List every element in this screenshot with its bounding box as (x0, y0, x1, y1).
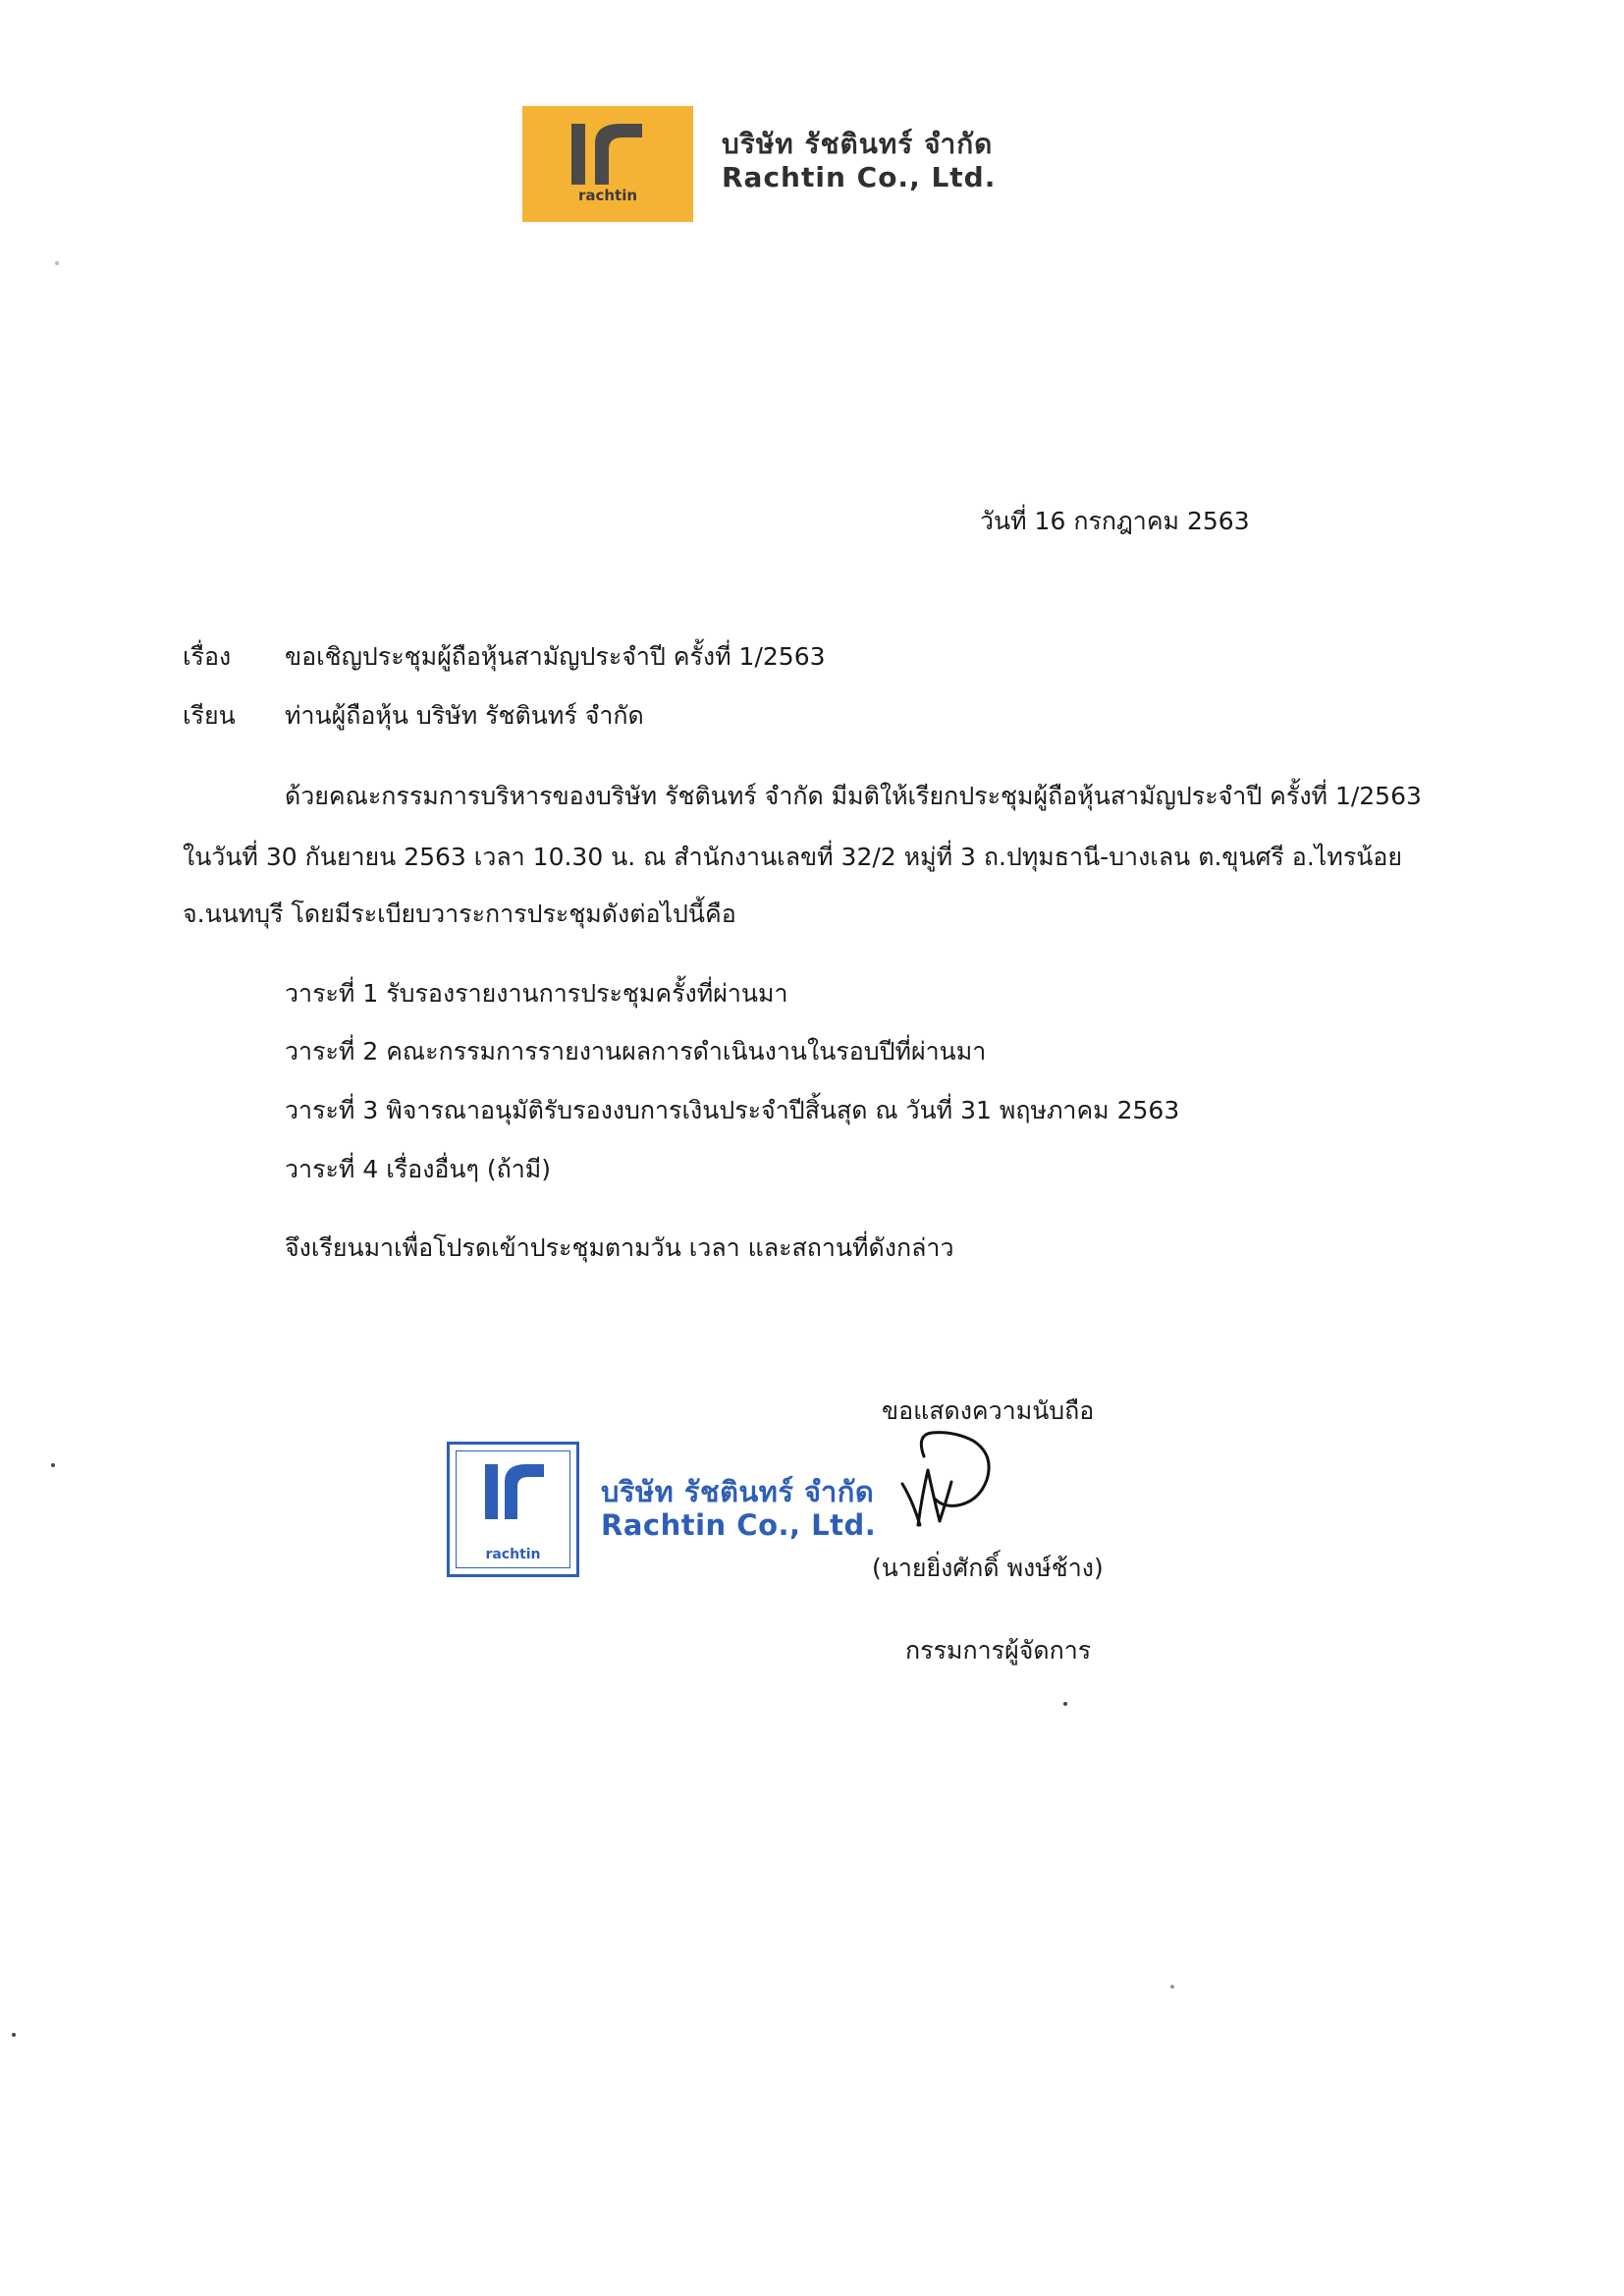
to-label: เรียน (183, 701, 236, 730)
company-logo (522, 106, 693, 222)
subject-text: ขอเชิญประชุมผู้ถือหุ้นสามัญประจำปี ครั้งที่ 1/2563 (285, 642, 826, 671)
body-line-3: จ.นนทบุรี โดยมีระเบียบวาระการประชุมดังต่อไปนี้คือ (183, 900, 736, 928)
agenda-item-4: วาระที่ 4 เรื่องอื่นๆ (ถ้ามี) (285, 1155, 552, 1183)
signatory-name: (นายยิ่งศักดิ์ พงษ์ช้าง) (872, 1554, 1104, 1582)
scan-speck (12, 2033, 16, 2037)
stamp-company-name (601, 1475, 876, 1542)
scan-speck (55, 261, 59, 265)
company-name-thai: บริษัท รัชตินทร์ จำกัด (722, 128, 994, 160)
lr-logo-icon (522, 106, 693, 222)
logo-wordmark: rachtin (577, 187, 638, 204)
signatory-position: กรรมการผู้จัดการ (905, 1636, 1092, 1665)
body-line-1: ด้วยคณะกรรมการบริหารของบริษัท รัชตินทร์ จำกัด มีมติให้เรียกประชุมผู้ถือหุ้นสามัญประจำปี ครั้งที่ 1/2563 (285, 782, 1422, 810)
signature-icon (889, 1427, 1006, 1535)
agenda-item-1: วาระที่ 1 รับรองรายงานการประชุมครั้งที่ผ่านมา (285, 979, 788, 1008)
closing-sentence: จึงเรียนมาเพื่อโปรดเข้าประชุมตามวัน เวลา และสถานที่ดังกล่าว (285, 1233, 954, 1262)
agenda-item-3: วาระที่ 3 พิจารณาอนุมัติรับรองงบการเงินประจำปีสิ้นสุด ณ วันที่ 31 พฤษภาคม 2563 (285, 1096, 1180, 1124)
regards: ขอแสดงความนับถือ (882, 1396, 1095, 1425)
company-name-header (722, 128, 996, 194)
body-line-2: ในวันที่ 30 กันยายน 2563 เวลา 10.30 น. ณ สำนักงานเลขที่ 32/2 หมู่ที่ 3 ถ.ปทุมธานี-บางเลน ต.ขุนศรี อ.ไทรน้อย (183, 843, 1403, 871)
scan-speck (1063, 1702, 1067, 1706)
stamp-company-name-thai: บริษัท รัชตินทร์ จำกัด (601, 1475, 875, 1508)
scan-speck (51, 1463, 55, 1467)
scan-speck (1170, 1985, 1174, 1989)
to-text: ท่านผู้ถือหุ้น บริษัท รัชตินทร์ จำกัด (285, 701, 644, 730)
company-stamp (447, 1442, 579, 1577)
company-name-english: Rachtin Co., Ltd. (722, 161, 997, 193)
stamp-wordmark: rachtin (485, 1547, 541, 1562)
agenda-item-2: วาระที่ 2 คณะกรรมการรายงานผลการดำเนินงานในรอบปีที่ผ่านมา (285, 1037, 987, 1066)
subject-label: เรื่อง (183, 642, 232, 671)
stamp-company-name-english: Rachtin Co., Ltd. (601, 1508, 877, 1542)
letter-date: วันที่ 16 กรกฎาคม 2563 (980, 507, 1250, 535)
